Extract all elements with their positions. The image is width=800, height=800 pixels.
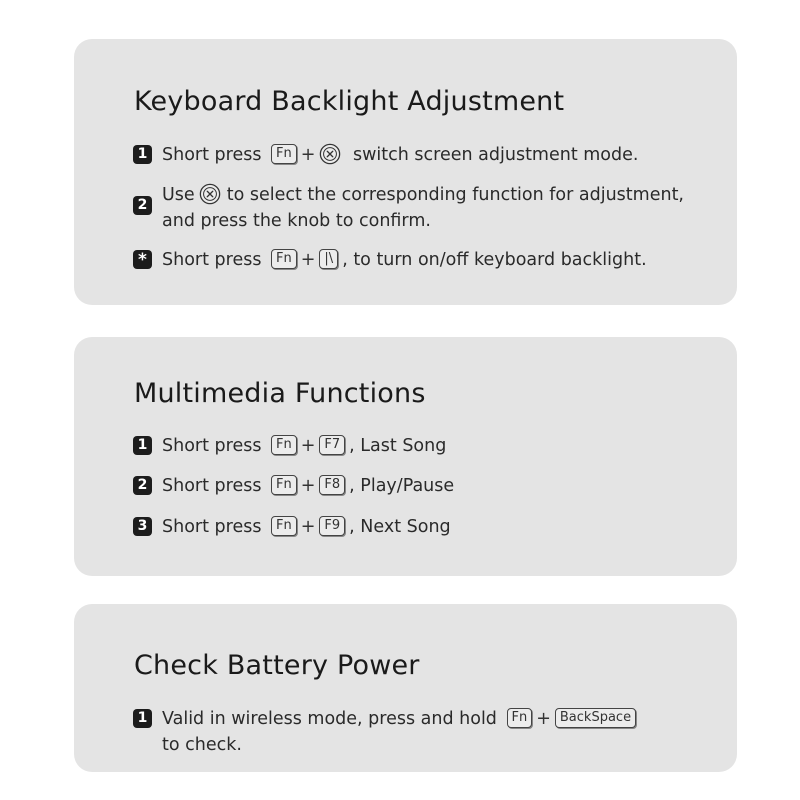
step-badge-2: 2 (133, 196, 152, 215)
multimedia-step-2 (133, 473, 454, 499)
f7-key: F7 (319, 435, 345, 455)
backspace-key: BackSpace (555, 708, 636, 728)
battery-step-1 (133, 706, 640, 758)
battery-title: Check Battery Power (134, 650, 420, 681)
f8-key: F8 (319, 475, 345, 495)
step-text: Short press (162, 476, 262, 496)
step-text: Short press (162, 145, 262, 165)
step-text: switch screen adjustment mode. (353, 145, 639, 165)
step-badge-1: 1 (133, 709, 152, 728)
fn-key: Fn (271, 249, 297, 269)
f9-key: F9 (319, 516, 345, 536)
step-badge-3: 3 (133, 517, 152, 536)
plus-sign: + (300, 476, 316, 496)
multimedia-step-3 (133, 514, 451, 540)
multimedia-step-1 (133, 433, 446, 459)
multimedia-title: Multimedia Functions (134, 378, 426, 409)
knob-icon (319, 143, 341, 165)
plus-sign: + (536, 709, 551, 729)
fn-key: Fn (271, 475, 297, 495)
step-text: Valid in wireless mode, press and hold (162, 709, 497, 729)
step-text: Short press (162, 436, 262, 456)
plus-sign: + (300, 517, 316, 537)
fn-key: Fn (271, 435, 297, 455)
battery-card (74, 604, 737, 772)
step-text: , Next Song (349, 517, 451, 537)
plus-sign: + (300, 250, 316, 270)
fn-key: Fn (271, 144, 297, 164)
step-text: , to turn on/off keyboard backlight. (342, 250, 647, 270)
step-text: Short press (162, 517, 262, 537)
backlight-step-3 (133, 247, 647, 273)
fn-key: Fn (271, 516, 297, 536)
multimedia-card (74, 337, 737, 576)
plus-sign: + (300, 436, 316, 456)
step-badge-star: * (133, 250, 152, 269)
step-text-line-2: to check. (162, 735, 242, 755)
step-text: , Play/Pause (349, 476, 455, 496)
plus-sign: + (300, 145, 316, 165)
fn-key: Fn (507, 708, 533, 728)
step-text: , Last Song (349, 436, 447, 456)
step-text: Short press (162, 250, 262, 270)
step-badge-1: 1 (133, 145, 152, 164)
step-badge-2: 2 (133, 476, 152, 495)
backslash-key: |\ (319, 249, 338, 269)
step-text: to select the corresponding function for adjustment, (226, 185, 684, 205)
knob-icon (199, 183, 221, 205)
backlight-step-2 (133, 182, 684, 234)
step-text-line-2: and press the knob to confirm. (162, 211, 431, 231)
backlight-title: Keyboard Backlight Adjustment (134, 86, 565, 117)
step-text: Use (162, 185, 195, 205)
backlight-step-1 (133, 142, 638, 168)
step-badge-1: 1 (133, 436, 152, 455)
backlight-card (74, 39, 737, 305)
